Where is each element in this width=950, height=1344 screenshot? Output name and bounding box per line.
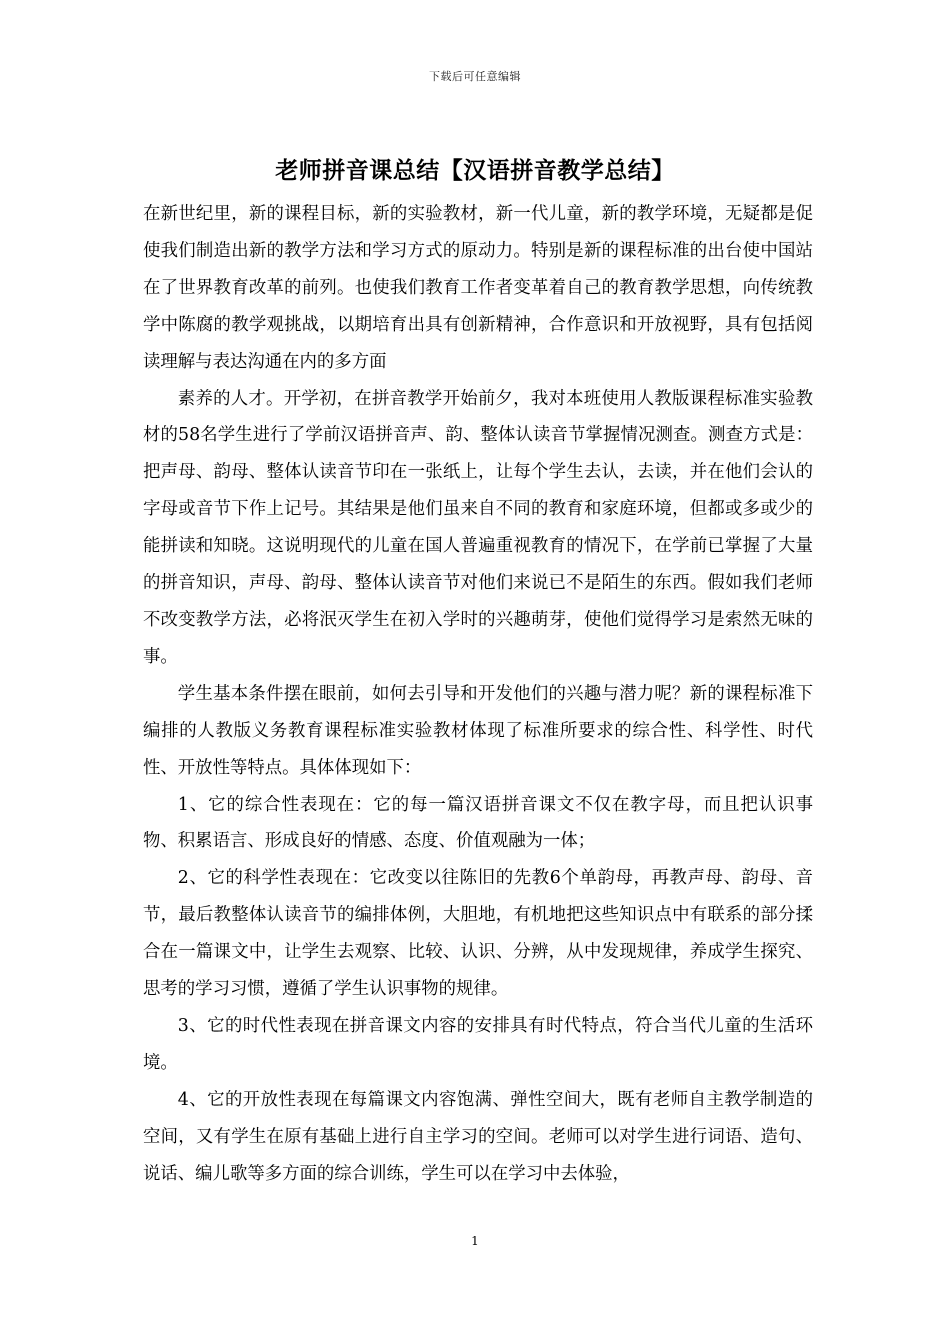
paragraph-5: 2、它的科学性表现在：它改变以往陈旧的先教6个单韵母，再教声母、韵母、音节，最后教整体认读音节的编排体例，大胆地，有机地把这些知识点中有联系的部分揉合在一篇课文中，让学生去观察、比较、认识、分辨，从中发现规律，养成学生探究、思考的学习习惯，遵循了学生认识事物的规律。 xyxy=(143,868,813,1000)
paragraph-6: 3、它的时代性表现在拼音课文内容的安排具有时代特点，符合当代儿童的生活环境。 xyxy=(143,1015,813,1073)
paragraph-4: 1、它的综合性表现在：它的每一篇汉语拼音课文不仅在教字母，而且把认识事物、积累语言、形成良好的情感、态度、价值观融为一体； xyxy=(143,794,813,852)
paragraph-2: 素养的人才。开学初，在拼音教学开始前夕，我对本班使用人教版课程标准实验教材的58名学生进行了学前汉语拼音声、韵、整体认读音节掌握情况测查。测查方式是：把声母、韵母、整体认读音节印在一张纸上，让每个学生去认，去读，并在他们会认的字母或音节下作上记号。其结果是他们虽来自不同的教育和家庭环境，但都或多或少的能拼读和知晓。这说明现代的儿童在国人普遍重视教育的情况下，在学前已掌握了大量的拼音知识，声母、韵母、整体认读音节对他们来说已不是陌生的东西。假如我们老师不改变教学方法，必将泯灭学生在初入学时的兴趣萌芽，使他们觉得学习是索然无味的事。 xyxy=(143,388,813,667)
paragraph-1: 在新世纪里，新的课程目标，新的实验教材，新一代儿童，新的教学环境，无疑都是促使我们制造出新的教学方法和学习方式的原动力。特别是新的课程标准的出台使中国站在了世界教育改革的前列。也使我们教育工作者变革着自己的教育教学思想，向传统教学中陈腐的教学观挑战，以期培育出具有创新精神，合作意识和开放视野，具有包括阅读理解与表达沟通在内的多方面 xyxy=(143,204,813,372)
page-number: 1 xyxy=(471,1234,479,1248)
paragraph-7: 4、它的开放性表现在每篇课文内容饱满、弹性空间大，既有老师自主教学制造的空间，又有学生在原有基础上进行自主学习的空间。老师可以对学生进行词语、造句、说话、编儿歌等多方面的综合训练，学生可以在学习中去体验， xyxy=(143,1089,813,1184)
document-body xyxy=(143,196,813,1192)
document-title: 老师拼音课总结【汉语拼音教学总结】 xyxy=(275,157,675,184)
paragraph-3: 学生基本条件摆在眼前，如何去引导和开发他们的兴趣与潜力呢？新的课程标准下编排的人教版义务教育课程标准实验教材体现了标准所要求的综合性、科学性、时代性、开放性等特点。具体体现如下： xyxy=(143,683,813,778)
header-note: 下载后可任意编辑 xyxy=(429,70,521,83)
